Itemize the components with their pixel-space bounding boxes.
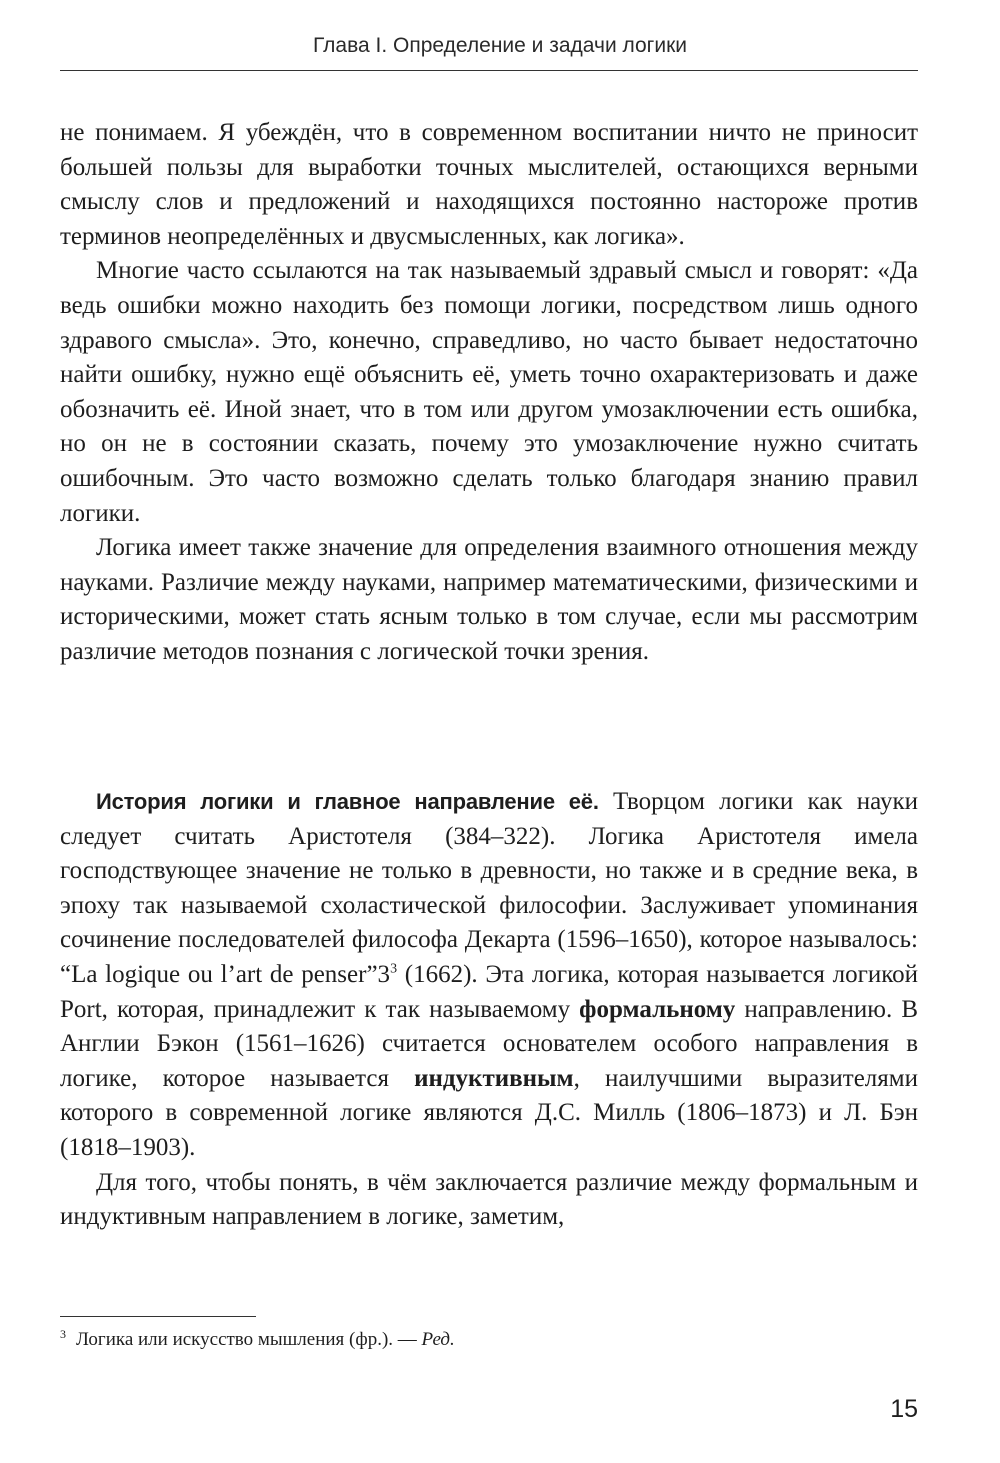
page-number: 15: [890, 1395, 918, 1423]
paragraph-4-part3: направлению. В Англии Бэкон (1561–1626) считается основателем особого направления в логике, которое называется: [60, 995, 918, 1092]
paragraph-4-part1: Творцом логики как науки следует считать Аристотеля (384–322). Логика Аристотеля имела господствующее значение не только в древности, но также и в средние века, в эпоху так называемой схоластической философии. Заслуживает упоминания сочинение последователей философа Декарта (1596–1650), которое называлось: “La logique ou l’art de penser”3: [60, 788, 918, 988]
footnote: [60, 1327, 918, 1353]
term-inductive: индуктивным: [414, 1064, 574, 1092]
paragraph-5: Для того, чтобы понять, в чём заключается различие между формальным и индуктивным направлением в логике, заметим,: [60, 1168, 918, 1231]
paragraph-2: Многие часто ссылаются на так называемый здравый смысл и говорят: «Да ведь ошибки можно находить без помощи логики, посредством лишь одного здравого смысла». Это, конечно, справедливо, но часто бывает недостаточно найти ошибку, нужно ещё объяснить её, уметь точно охарактеризовать и даже обозначить её. Иной знает, что в том или другом умозаключении есть ошибка, но он не в состоянии сказать, почему это умозаключение нужно считать ошибочным. Это часто возможно сделать только благодаря знанию правил логики.: [60, 257, 918, 527]
text-block-upper: [60, 116, 918, 670]
paragraph-4-part2: (1662). Эта логика, которая называется логикой Port, которая, принадлежит к так называемому: [60, 960, 918, 1023]
footnote-text: Логика или искусство мышления (фр.). —: [76, 1329, 422, 1350]
header-rule: [60, 70, 918, 71]
term-formal: формальному: [579, 995, 736, 1023]
paragraph-3: Логика имеет также значение для определения взаимного отношения между науками. Различие между науками, например математическими, физическими и историческими, может стать ясным только в том случае, если мы рассмотрим различие методов познания с логической точки зрения.: [60, 534, 918, 665]
footnote-number: 3: [60, 1326, 66, 1341]
footnote-reference: 3: [390, 961, 398, 977]
section-heading: История логики и главное направление её.: [96, 789, 599, 814]
footnote-editor-mark: Ред.: [421, 1329, 455, 1350]
paragraph-4: [60, 785, 918, 1166]
footnote-rule: [60, 1316, 256, 1317]
paragraph-1: не понимаем. Я убеждён, что в современном воспитании ничто не приносит большей пользы для выработки точных мыслителей, остающихся верными смыслу слов и предложений и находящихся постоянно настороже против терминов неопределённых и двусмысленных, как логика».: [60, 119, 918, 250]
paragraph-4-part4: , наилучшими выразителями которого в современной логике являются Д.С. Милль (1806–1873) и Л. Бэн (1818–1903).: [60, 1064, 918, 1161]
running-head: Глава I. Определение и задачи логики: [312, 34, 687, 57]
text-block-lower: [60, 785, 918, 1235]
